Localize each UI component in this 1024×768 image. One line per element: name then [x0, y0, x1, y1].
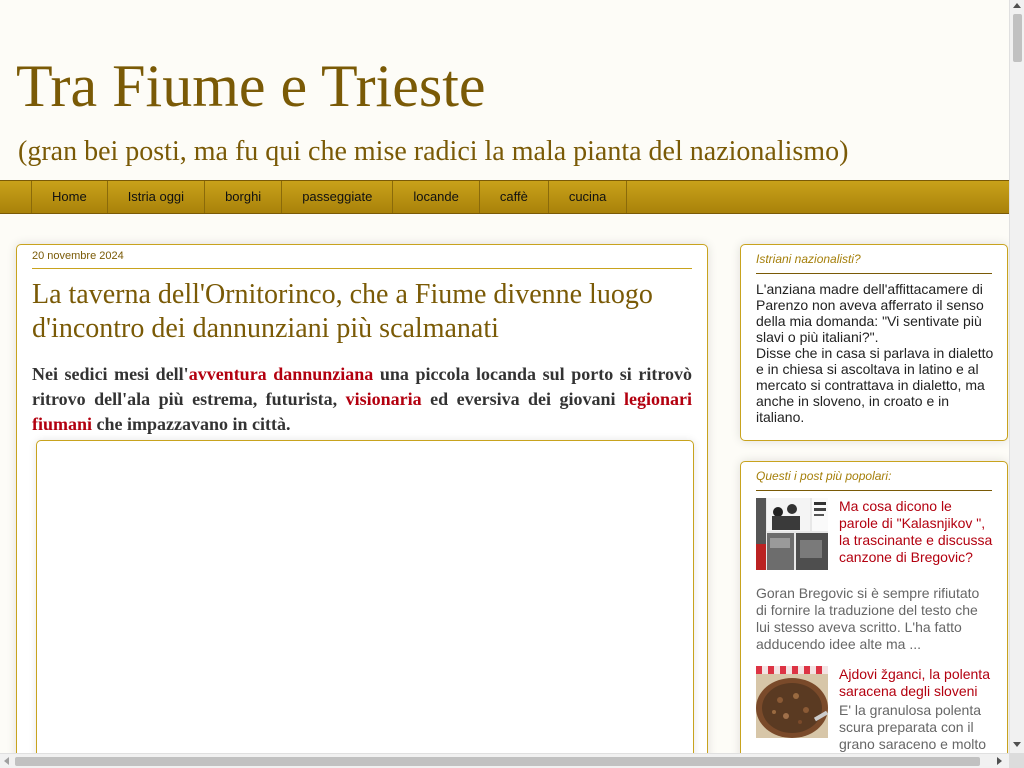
scrollbar-corner [1009, 753, 1024, 768]
popular-post-item [756, 498, 994, 658]
lead-text-4: che impazzavano in città. [92, 414, 291, 434]
blog-title[interactable]: Tra Fiume e Trieste [16, 53, 486, 119]
nav-item-cucina[interactable]: cucina [549, 181, 628, 213]
nav-list [31, 181, 627, 213]
embedded-frame[interactable] [36, 440, 694, 753]
lead-text-1: Nei sedici mesi dell' [32, 364, 189, 384]
widget-divider [756, 273, 992, 274]
scroll-right-arrow-icon[interactable] [997, 757, 1002, 765]
date-divider [32, 268, 692, 269]
post-container [16, 244, 708, 753]
nav-item-home[interactable]: Home [32, 181, 108, 213]
scroll-left-arrow-icon[interactable] [4, 757, 9, 765]
widget-title: Istriani nazionalisti? [756, 252, 861, 266]
widget-popular-posts [740, 461, 1008, 753]
link-legionari-fiumani[interactable]: legionari fiumani [32, 389, 692, 434]
nav-item-caffe[interactable]: caffè [480, 181, 549, 213]
widget-istriani-nazionalisti [740, 244, 1008, 441]
nav-item-passeggiate[interactable]: passeggiate [282, 181, 393, 213]
lead-text-2: una piccola locanda sul porto si ritrovò ritrovo dell'ala più estrema, futurista, [32, 364, 692, 409]
popular-post-snippet: E' la granulosa polenta scura preparata con il grano saraceno e molto [839, 702, 987, 752]
nav-item-borghi[interactable]: borghi [205, 181, 282, 213]
post-thumbnail-image[interactable] [756, 666, 828, 738]
link-visionaria[interactable]: visionaria [345, 389, 422, 409]
blog-description: (gran bei posti, ma fu qui che mise radici la mala pianta del nazionalismo) [18, 136, 849, 167]
horizontal-scroll-thumb[interactable] [15, 757, 980, 766]
vertical-scroll-thumb[interactable] [1013, 14, 1022, 62]
post-title[interactable]: La taverna dell'Ornitorinco, che a Fiume divenne luogo d'incontro dei dannunziani più scalmanati [32, 279, 653, 344]
popular-post-title[interactable]: Ma cosa dicono le parole di "Kalasnjikov ", la trascinante e discussa canzone di Bregovic? [839, 498, 993, 565]
popular-post-snippet: Goran Bregovic si è sempre rifiutato di fornire la traduzione del testo che lui stesso aveva scritto. L'ha fatto adducendo idee alte ma ... [756, 585, 980, 652]
nav-item-locande[interactable]: locande [393, 181, 480, 213]
link-avventura-dannunziana[interactable]: avventura dannunziana [188, 364, 374, 384]
widget-text: L'anziana madre dell'affittacamere di Parenzo non aveva afferrato il senso della mia domanda: "Vi sentivate più slavi o più italiani?". Disse che in casa si parlava in dialetto e in chiesa si ascoltava in latino e al mercato si contrattava in dialetto, ma anche in sloveno, in croato e in italiano. [756, 281, 994, 425]
widget-title: Questi i post più popolari: [756, 469, 892, 483]
navigation-bar [0, 180, 1009, 214]
lead-text-3: ed eversiva dei giovani [421, 389, 624, 409]
post-date: 20 novembre 2024 [32, 250, 124, 262]
popular-post-title[interactable]: Ajdovi žganci, la polenta saracena degli sloveni [839, 666, 990, 699]
scroll-down-arrow-icon[interactable] [1013, 742, 1021, 747]
post-thumbnail-image[interactable] [756, 498, 828, 570]
vertical-scrollbar[interactable] [1009, 0, 1024, 753]
horizontal-scrollbar[interactable] [0, 753, 1009, 768]
scroll-up-arrow-icon[interactable] [1013, 3, 1021, 8]
popular-post-item [756, 666, 994, 753]
nav-item-istria-oggi[interactable]: Istria oggi [108, 181, 205, 213]
widget-divider [756, 490, 992, 491]
post-lead [32, 362, 692, 437]
